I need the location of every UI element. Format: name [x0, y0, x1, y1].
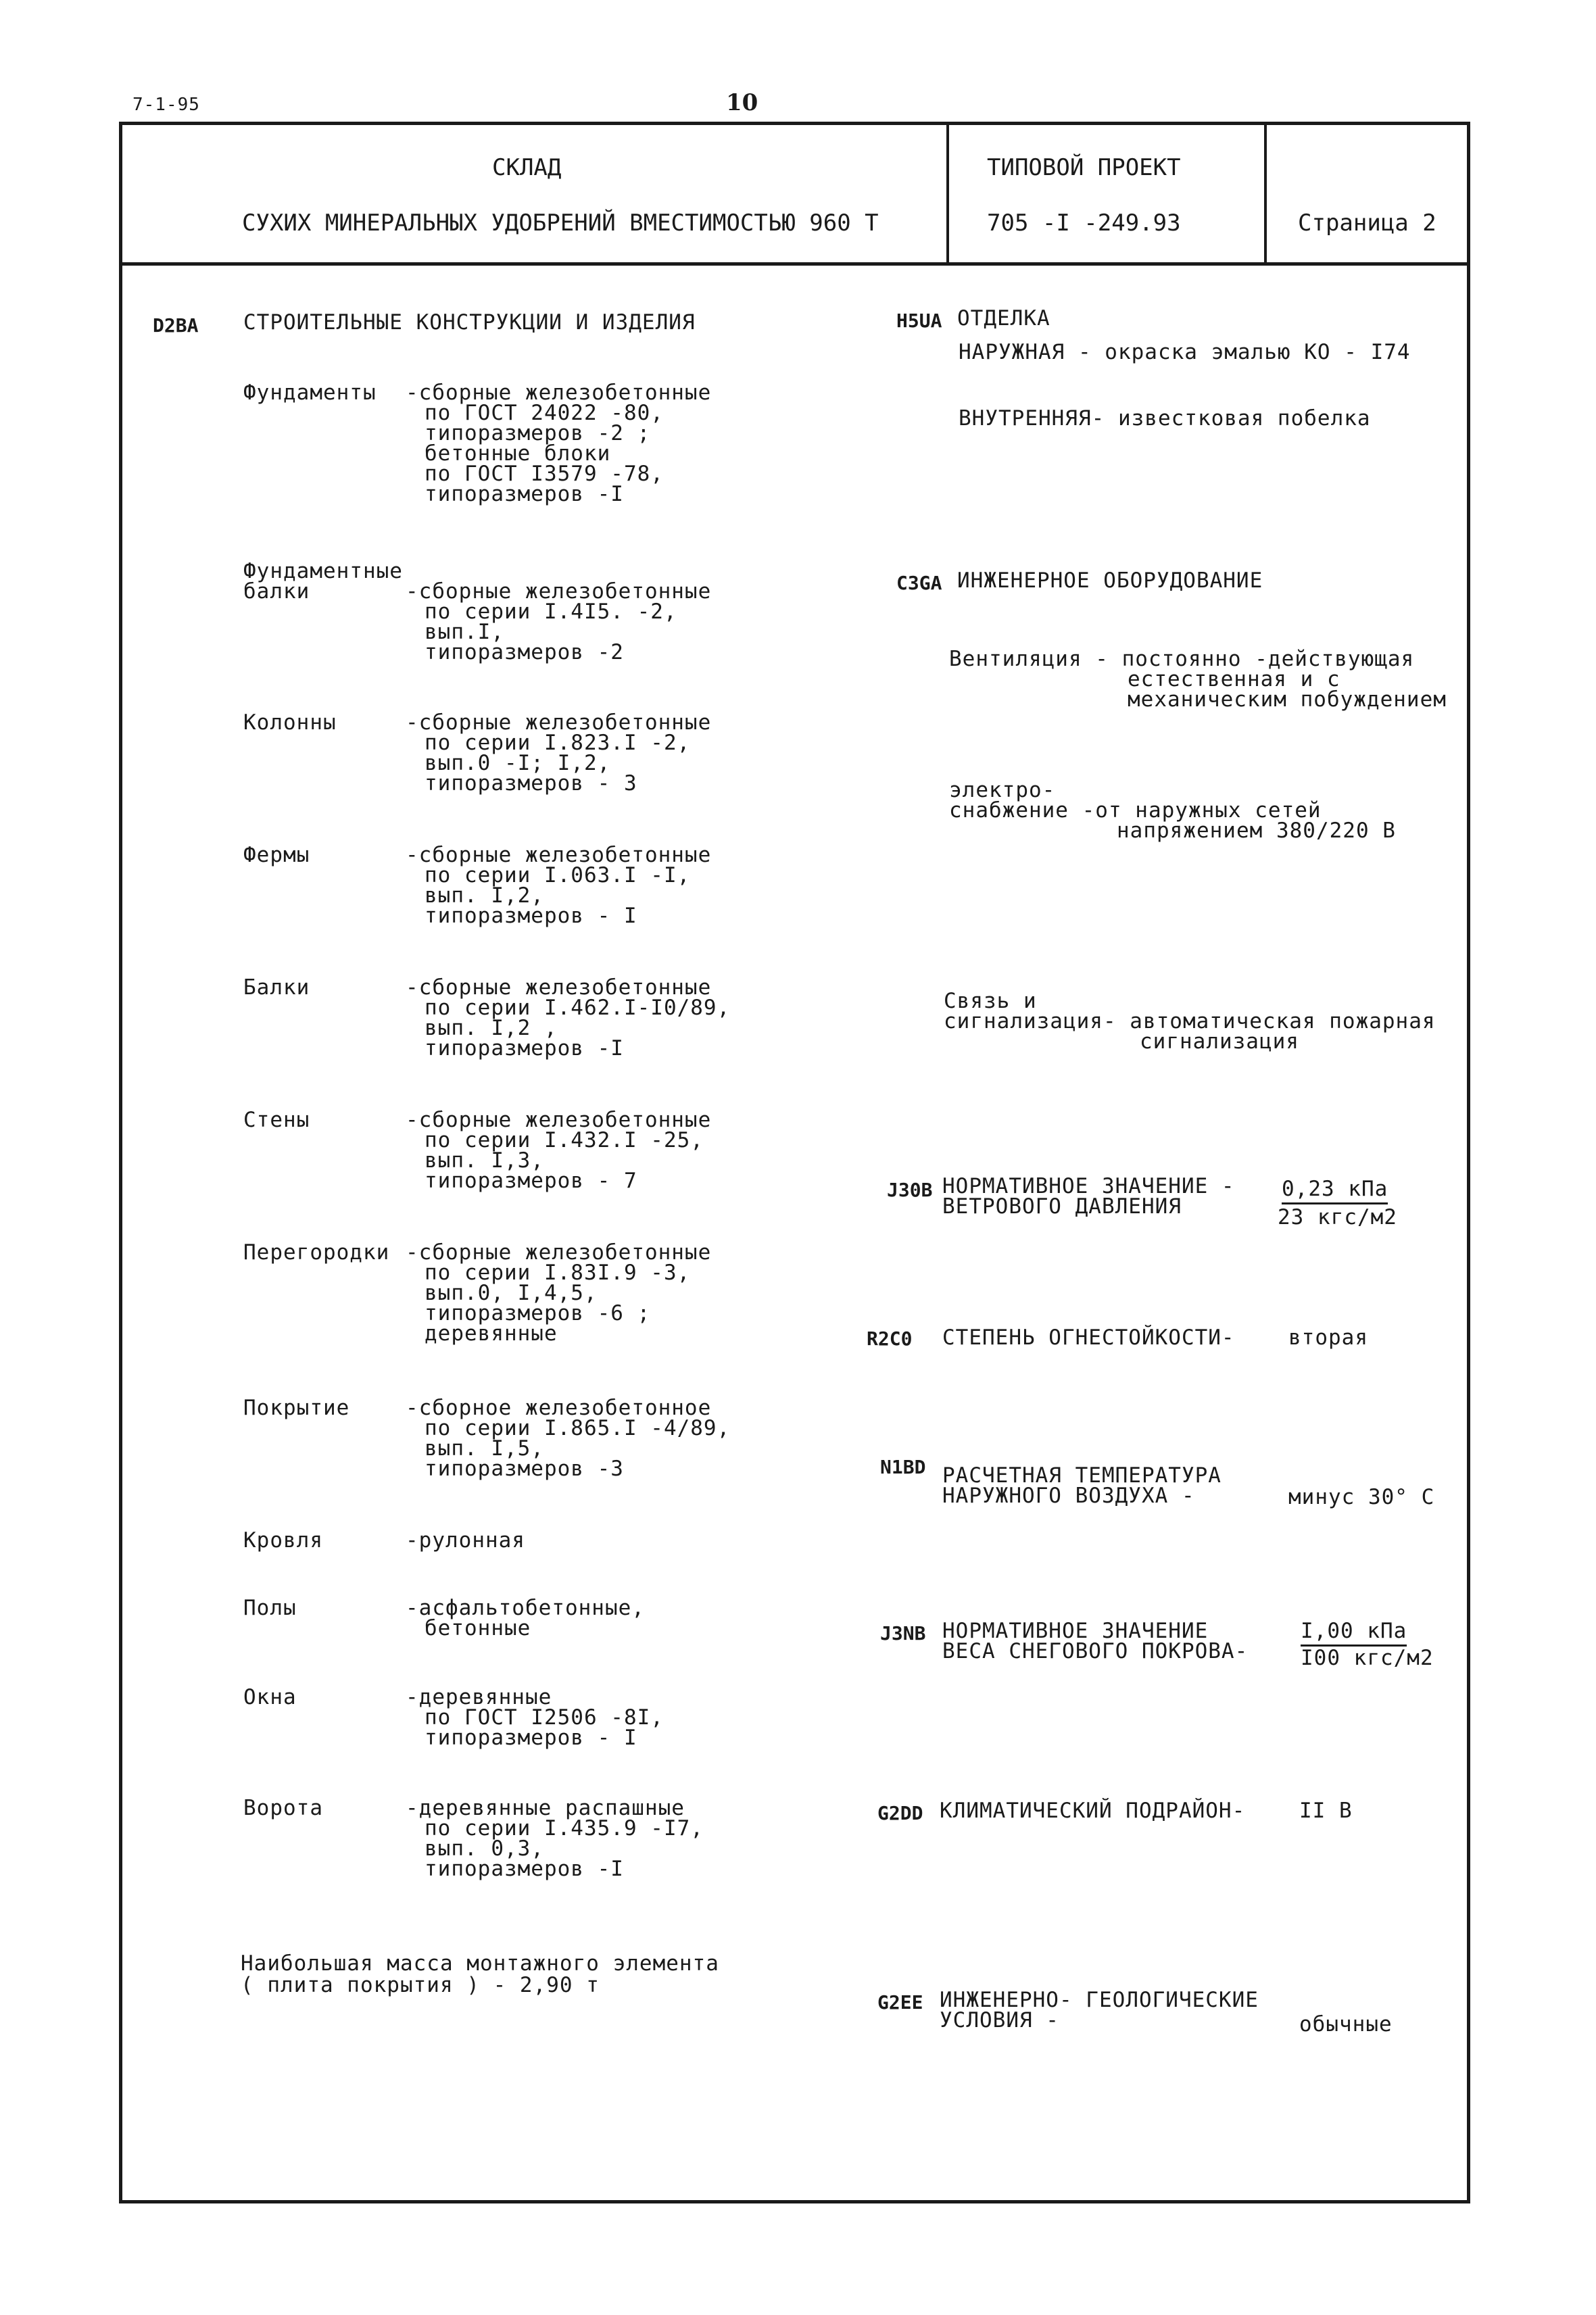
construction-item-spec: -сборные железобетонные — [406, 975, 712, 1000]
construction-item-name: Колонны — [243, 710, 337, 735]
construction-item-spec: по серии I.83I.9 -3, — [425, 1261, 691, 1285]
construction-item-spec: вып. I,5, — [425, 1436, 544, 1461]
construction-item-spec: вып. I,3, — [425, 1148, 544, 1173]
construction-item-spec: по серии I.4I5. -2, — [425, 600, 677, 624]
comm-line-1: Связь и — [944, 989, 1037, 1013]
title-block-vline-2 — [1264, 122, 1267, 264]
construction-item-spec: по ГОСТ 24022 -80, — [425, 401, 664, 425]
construction-item-spec: типоразмеров -I — [425, 1857, 624, 1881]
construction-item-name: Полы — [243, 1596, 297, 1620]
construction-item-name: Стены — [243, 1108, 310, 1132]
wind-line-2: ВЕТРОВОГО ДАВЛЕНИЯ — [942, 1194, 1182, 1219]
snow-value-kpa: I,00 кПа — [1301, 1621, 1407, 1641]
title-block-vline-1 — [946, 122, 949, 264]
snow-line-1: НОРМАТИВНОЕ ЗНАЧЕНИЕ — [942, 1619, 1209, 1643]
section-title: СТРОИТЕЛЬНЫЕ КОНСТРУКЦИИ И ИЗДЕЛИЯ — [243, 310, 696, 335]
page-number: 10 — [726, 89, 758, 116]
power-line-2: снабжение -от наружных сетей — [949, 798, 1322, 823]
comm-line-3: сигнализация — [1140, 1029, 1299, 1054]
construction-item-spec: вып. I,2 , — [425, 1016, 558, 1040]
wind-value-kgs: 23 кгс/м2 — [1278, 1205, 1397, 1229]
finish-title: ОТДЕЛКА — [957, 306, 1050, 331]
fire-value: вторая — [1288, 1325, 1368, 1350]
construction-item-spec: типоразмеров -3 — [425, 1457, 624, 1481]
fire-label: СТЕПЕНЬ ОГНЕСТОЙКОСТИ- — [942, 1325, 1235, 1350]
construction-item-spec: вып.0 -I; I,2, — [425, 751, 611, 775]
construction-item-spec: -асфальтобетонные, — [406, 1596, 645, 1620]
geo-code: G2EE — [877, 1991, 923, 2014]
climate-value: II В — [1299, 1799, 1353, 1823]
construction-item-name: Ворота — [243, 1796, 323, 1820]
construction-item-spec: -сборные железобетонные — [406, 1108, 712, 1132]
construction-item-spec: по серии I.432.I -25, — [425, 1128, 704, 1152]
construction-item-spec: -сборные железобетонные — [406, 381, 712, 405]
construction-item-name: Фермы — [243, 843, 310, 867]
construction-item-spec: -сборные железобетонные — [406, 710, 712, 735]
temp-code: N1BD — [880, 1456, 926, 1478]
ventilation-line-1: Вентиляция - постоянно -действующая — [949, 647, 1415, 671]
construction-item-spec: типоразмеров - 7 — [425, 1169, 637, 1193]
construction-item-spec: вып. I,2, — [425, 883, 544, 908]
construction-item-spec: бетонные блоки — [425, 441, 611, 466]
comm-line-2: сигнализация- автоматическая пожарная — [944, 1009, 1436, 1033]
snow-line-2: ВЕСА СНЕГОВОГО ПОКРОВА- — [942, 1639, 1249, 1663]
ventilation-line-3: механическим побуждением — [1128, 687, 1447, 712]
construction-item-spec: -деревянные распашные — [406, 1796, 685, 1820]
sheet-label: Страница 2 — [1298, 210, 1436, 237]
engineering-title: ИНЖЕНЕРНОЕ ОБОРУДОВАНИЕ — [957, 568, 1263, 593]
construction-item-spec: типоразмеров -6 ; — [425, 1301, 651, 1325]
temp-line-2: НАРУЖНОГО ВОЗДУХА - — [942, 1484, 1195, 1508]
climate-code: G2DD — [877, 1802, 923, 1824]
construction-item-spec: -рулонная — [406, 1528, 525, 1553]
title-block-divider — [119, 262, 1470, 266]
construction-item-spec: -сборные железобетонные — [406, 579, 712, 604]
power-line-1: электро- — [949, 778, 1056, 802]
geo-line-2: УСЛОВИЯ - — [940, 2008, 1059, 2032]
construction-item-spec: типоразмеров -2 ; — [425, 421, 651, 445]
construction-item-spec: типоразмеров -2 — [425, 640, 624, 664]
engineering-code: C3GA — [896, 572, 942, 594]
ventilation-line-2: естественная и с — [1128, 667, 1340, 691]
wind-line-1: НОРМАТИВНОЕ ЗНАЧЕНИЕ - — [942, 1174, 1235, 1198]
construction-item-spec: вып.0, I,4,5, — [425, 1281, 598, 1305]
title-line-2: СУХИХ МИНЕРАЛЬНЫХ УДОБРЕНИЙ ВМЕСТИМОСТЬЮ 960 Т — [242, 210, 879, 237]
construction-item-spec: по ГОСТ I3579 -78, — [425, 462, 664, 486]
construction-item-name: Кровля — [243, 1528, 323, 1553]
construction-item-spec: по серии I.063.I -I, — [425, 863, 691, 887]
section-code: D2BA — [153, 314, 199, 337]
construction-item-spec: по ГОСТ I2506 -8I, — [425, 1705, 664, 1730]
max-mass-line-1: Наибольшая масса монтажного элемента — [241, 1951, 719, 1976]
geo-line-1: ИНЖЕНЕРНО- ГЕОЛОГИЧЕСКИЕ — [940, 1988, 1259, 2012]
construction-item-spec: по серии I.823.I -2, — [425, 731, 691, 755]
finish-interior: ВНУТРЕННЯЯ- известковая побелка — [959, 406, 1371, 431]
project-label: ТИПОВОЙ ПРОЕКТ — [987, 154, 1181, 181]
construction-item-name: Покрытие — [243, 1396, 350, 1420]
title-line-1: СКЛАД — [492, 154, 562, 181]
construction-item-spec: вып. 0,3, — [425, 1836, 544, 1861]
construction-item-spec: -сборное железобетонное — [406, 1396, 712, 1420]
power-line-3: напряжением 380/220 В — [1117, 819, 1396, 843]
construction-item-name: Фундаменты — [243, 381, 377, 405]
finish-code: H5UA — [896, 310, 942, 332]
doc-code: 7-1-95 — [132, 95, 200, 115]
project-number: 705 -I -249.93 — [987, 210, 1181, 237]
snow-code: J3NB — [880, 1622, 926, 1644]
construction-item-spec: -сборные железобетонные — [406, 843, 712, 867]
page-frame — [119, 122, 1470, 2203]
construction-item-spec: -деревянные — [406, 1685, 552, 1709]
max-mass-line-2: ( плита покрытия ) - 2,90 т — [241, 1973, 600, 1997]
geo-value: обычные — [1299, 2012, 1393, 2037]
construction-item-spec: типоразмеров - 3 — [425, 771, 637, 796]
fire-code: R2C0 — [867, 1327, 913, 1350]
construction-item-spec: типоразмеров -I — [425, 482, 624, 506]
construction-item-spec: -сборные железобетонные — [406, 1240, 712, 1265]
construction-item-name: Балки — [243, 975, 310, 1000]
temp-value: минус 30° С — [1288, 1485, 1435, 1509]
construction-item-spec: по серии I.435.9 -I7, — [425, 1816, 704, 1841]
construction-item-name: Фундаментные балки — [243, 559, 403, 604]
construction-item-spec: деревянные — [425, 1321, 558, 1346]
finish-exterior: НАРУЖНАЯ - окраска эмалью КО - I74 — [959, 340, 1411, 364]
construction-item-spec: типоразмеров - I — [425, 1726, 637, 1750]
construction-item-spec: по серии I.865.I -4/89, — [425, 1416, 731, 1440]
construction-item-name: Перегородки — [243, 1240, 390, 1265]
wind-code: J30B — [887, 1179, 933, 1201]
construction-item-spec: по серии I.462.I-I0/89, — [425, 996, 731, 1020]
construction-item-spec: типоразмеров - I — [425, 904, 637, 928]
construction-item-name: Окна — [243, 1685, 297, 1709]
temp-line-1: РАСЧЕТНАЯ ТЕМПЕРАТУРА — [942, 1463, 1222, 1488]
wind-value-kpa: 0,23 кПа — [1282, 1179, 1388, 1199]
construction-item-spec: типоразмеров -I — [425, 1036, 624, 1061]
snow-value-kgs: I00 кгс/м2 — [1301, 1646, 1434, 1670]
construction-item-spec: вып.I, — [425, 620, 504, 644]
climate-label: КЛИМАТИЧЕСКИЙ ПОДРАЙОН- — [940, 1799, 1246, 1823]
construction-item-spec: бетонные — [425, 1616, 531, 1640]
